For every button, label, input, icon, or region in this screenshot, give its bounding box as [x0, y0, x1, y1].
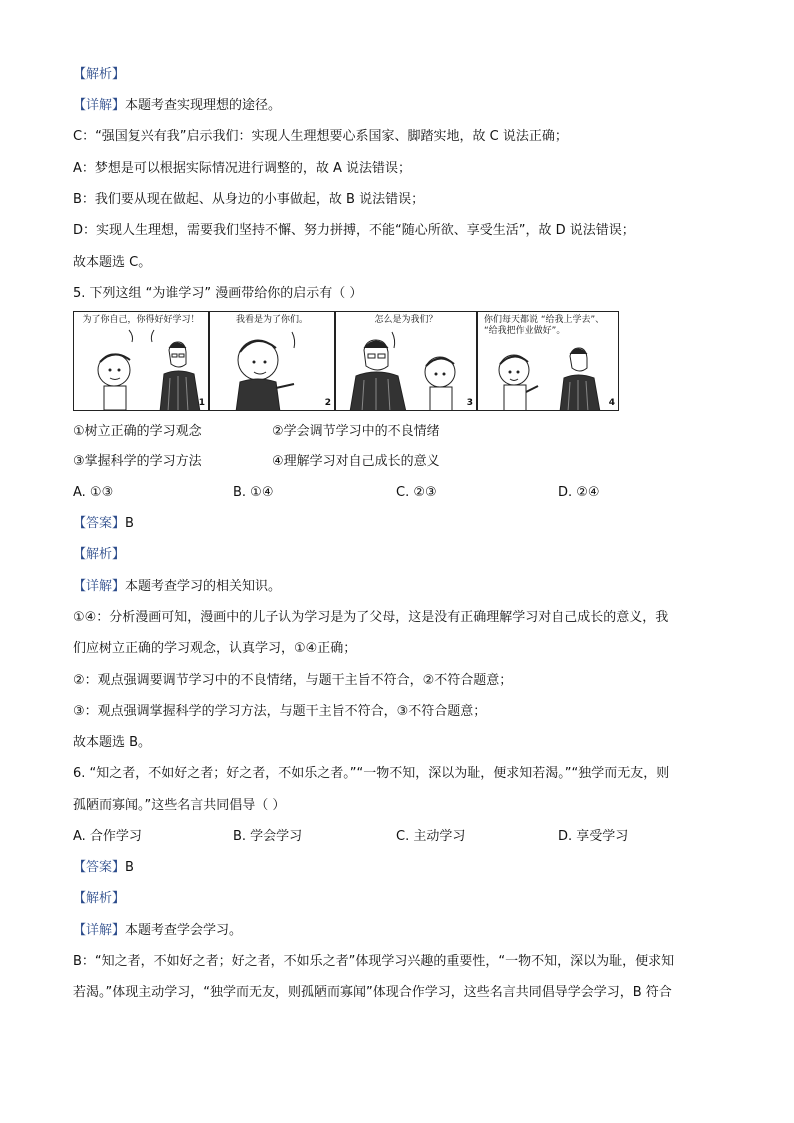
option-a: A. ①③: [73, 485, 114, 500]
comic-panel-3: [335, 311, 477, 411]
statement-3: ③掌握科学的学习方法: [73, 454, 202, 469]
comic-caption: 你们每天都说 “给我上学去”、 “给我把作业做好”。: [484, 315, 605, 336]
detail-text: 本题考查实现理想的途径。: [125, 98, 282, 113]
comic-drawing: [478, 312, 619, 411]
statement-1: ①树立正确的学习观念: [73, 424, 202, 439]
detail-tag: 【详解】: [73, 98, 126, 113]
statement-2: ②学会调节学习中的不良情绪: [272, 424, 440, 439]
option-c: C. 主动学习: [396, 829, 466, 844]
option-b: B. ①④: [233, 485, 274, 500]
panel-number: 3: [466, 398, 473, 408]
detail-tag: 【详解】: [73, 923, 126, 938]
explanation-line: C：“强国复兴有我”启示我们：实现人生理想要心系国家、脚踏实地，故 C 说法正确；: [73, 129, 568, 144]
comic-panel-1: [73, 311, 209, 411]
comic-drawing: [336, 312, 477, 411]
option-a: A. 合作学习: [73, 829, 142, 844]
analysis-heading: 【解析】: [73, 547, 126, 562]
explanation-line: ①④：分析漫画可知，漫画中的儿子认为学习是为了父母，这是没有正确理解学习对自己成长的意义，我: [73, 610, 669, 625]
comic-panel-4: [477, 311, 619, 411]
analysis-heading: 【解析】: [73, 891, 126, 906]
comic-caption: 为了你自己，你得好好学习！: [82, 315, 200, 325]
comic-caption: 我看是为了你们。: [235, 315, 308, 325]
detail-text: 本题考查学会学习。: [125, 923, 243, 938]
option-d: D. 享受学习: [558, 829, 629, 844]
statement-4: ④理解学习对自己成长的意义: [272, 454, 440, 469]
panel-number: 2: [324, 398, 331, 408]
comic-strip: [73, 311, 619, 413]
answer-line: [73, 859, 134, 877]
explanation-line: A：梦想是可以根据实际情况进行调整的，故 A 说法错误；: [73, 161, 412, 176]
answer-tag: 【答案】: [73, 516, 126, 531]
conclusion-line: 故本题选 C。: [73, 255, 152, 270]
detail-tag: 【详解】: [73, 579, 126, 594]
explanation-line: B：我们要从现在做起、从身边的小事做起，故 B 说法错误；: [73, 192, 425, 207]
explanation-line: D：实现人生理想，需要我们坚持不懈、努力拼搏，不能“随心所欲、享受生活”，故 D 说法错误；: [73, 223, 635, 238]
panel-number: 1: [198, 398, 205, 408]
detail-line: [73, 97, 281, 115]
explanation-line: ③：观点强调掌握科学的学习方法，与题干主旨不符合，③不符合题意；: [73, 704, 487, 719]
comic-panel-2: [209, 311, 335, 411]
option-c: C. ②③: [396, 485, 437, 500]
question-stem: 5. 下列这组 “为谁学习” 漫画带给你的启示有（ ）: [73, 286, 363, 301]
explanation-line: B：“知之者，不如好之者；好之者，不如乐之者”体现学习兴趣的重要性，“一物不知，深以为耻，便求知: [73, 954, 675, 969]
detail-text: 本题考查学习的相关知识。: [125, 579, 282, 594]
explanation-line: 们应树立正确的学习观念，认真学习，①④正确；: [73, 641, 357, 656]
comic-drawing: [210, 312, 335, 411]
panel-number: 4: [608, 398, 615, 408]
option-b: B. 学会学习: [233, 829, 303, 844]
question-stem: 孤陋而寡闻。”这些名言共同倡导（ ）: [73, 798, 286, 813]
answer-value: B: [125, 860, 134, 875]
detail-line: [73, 922, 242, 940]
comic-drawing: [74, 312, 209, 411]
conclusion-line: 故本题选 B。: [73, 735, 152, 750]
answer-line: [73, 515, 134, 533]
answer-tag: 【答案】: [73, 860, 126, 875]
detail-line: [73, 578, 281, 596]
comic-caption: 怎么是为我们？: [374, 315, 438, 325]
answer-value: B: [125, 516, 134, 531]
question-stem: 6. “知之者，不如好之者；好之者，不如乐之者。”“一物不知，深以为耻，便求知若渴。”“独学而无友，则: [73, 766, 670, 781]
explanation-line: ②：观点强调要调节学习中的不良情绪，与题干主旨不符合，②不符合题意；: [73, 673, 513, 688]
option-d: D. ②④: [558, 485, 600, 500]
analysis-heading: 【解析】: [73, 67, 126, 82]
explanation-line: 若渴。”体现主动学习，“独学而无友，则孤陋而寡闻”体现合作学习，这些名言共同倡导学会学习，B 符合: [73, 985, 672, 1000]
